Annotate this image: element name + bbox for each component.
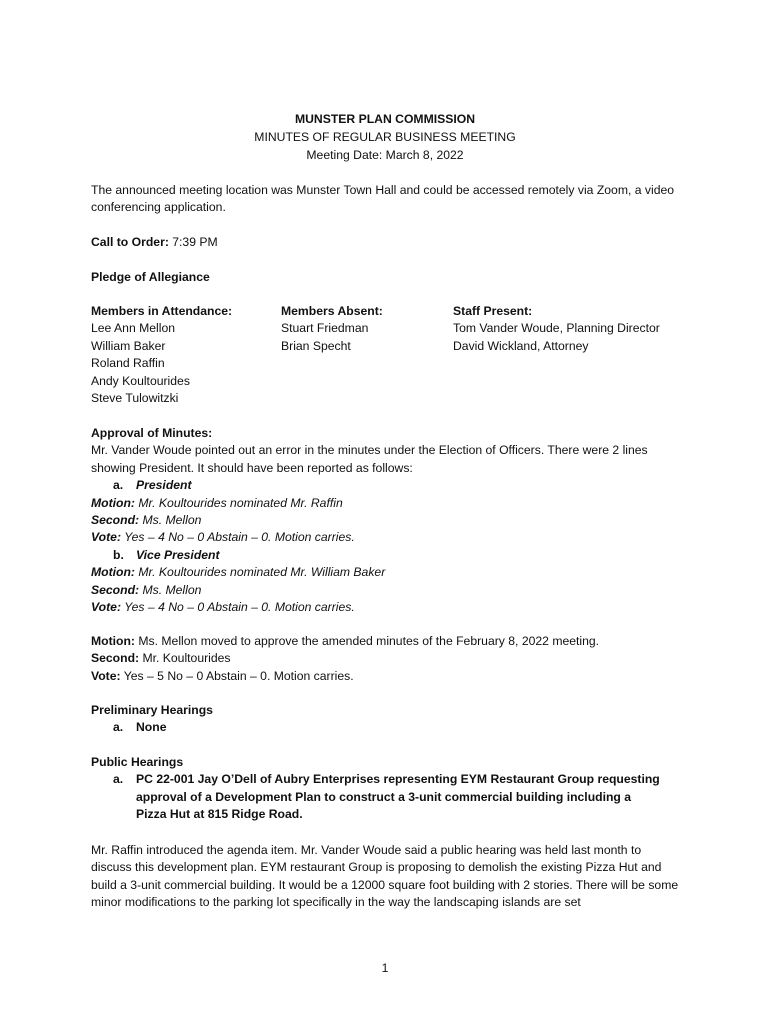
members-absent-column <box>281 303 383 355</box>
member-name: Lee Ann Mellon <box>91 321 176 336</box>
discussion-paragraph: Mr. Raffin introduced the agenda item. Mr. Vander Woude said a public hearing was held last month to discuss this development plan. EYM restaurant Group is proposing to demolish the existing Pizza Hut and build a 3-unit commercial building. It would be a 12000 square foot building with 2 stories. There will be some minor modifications to the parking lot specifically in the way the landscaping islands are set <box>91 843 679 910</box>
intro-paragraph: The announced meeting location was Munster Town Hall and could be accessed remotely via Zoom, a video conferencing application. <box>91 183 675 215</box>
list-label: b. <box>113 547 124 562</box>
second-text: Ms. Mellon <box>139 513 202 528</box>
public-hearings-heading: Public Hearings <box>91 755 184 769</box>
second-label: Second: <box>91 513 140 528</box>
motion-line <box>91 495 666 512</box>
vote-label: Vote: <box>91 668 121 683</box>
vote-label: Vote: <box>91 530 122 545</box>
preliminary-hearings-section <box>91 702 681 737</box>
approval-section <box>91 425 666 616</box>
motion-label: Motion: <box>91 565 135 580</box>
motion-label: Motion: <box>91 495 135 510</box>
staff-present-heading: Staff Present: <box>453 304 533 318</box>
minutes-subtitle: MINUTES OF REGULAR BUSINESS MEETING <box>254 130 516 144</box>
members-present-heading: Members in Attendance: <box>91 304 233 318</box>
member-name: William Baker <box>91 338 166 353</box>
item-title: President <box>136 478 192 493</box>
members-absent-heading: Members Absent: <box>281 304 383 318</box>
call-to-order-label: Call to Order: <box>91 235 169 249</box>
absent-member-name: Brian Specht <box>281 338 351 353</box>
commission-title: MUNSTER PLAN COMMISSION <box>294 112 476 126</box>
vote-text: Yes – 5 No – 0 Abstain – 0. Motion carries. <box>120 668 354 683</box>
approval-heading: Approval of Minutes: <box>91 426 213 440</box>
motion-line <box>91 564 666 581</box>
item-text: PC 22-001 Jay O’Dell of Aubry Enterprises representing EYM Restaurant Group requesting approval of a Development Plan to construct a 3-unit commercial building including a Pizza Hut at 815 Ridge Road. <box>136 772 660 822</box>
approve-minutes-motion <box>91 633 691 685</box>
members-present-column <box>91 303 232 407</box>
vote-text: Yes – 4 No – 0 Abstain – 0. Motion carries. <box>121 600 355 615</box>
second-line <box>91 582 666 599</box>
page-number: 1 <box>381 961 389 975</box>
motion-text: Mr. Koultourides nominated Mr. William Baker <box>135 565 386 580</box>
second-text: Ms. Mellon <box>139 582 202 597</box>
list-label: a. <box>113 772 124 787</box>
second-label: Second: <box>91 582 140 597</box>
motion-text: Ms. Mellon moved to approve the amended minutes of the February 8, 2022 meeting. <box>135 634 600 648</box>
staff-name: Tom Vander Woude, Planning Director <box>453 321 660 336</box>
public-hearing-item <box>91 771 681 823</box>
list-label: a. <box>113 478 124 493</box>
approval-item-vice-president <box>91 547 666 564</box>
absent-member-name: Stuart Friedman <box>281 321 369 336</box>
call-to-order <box>91 234 681 251</box>
pledge-heading: Pledge of Allegiance <box>91 270 210 284</box>
vote-text: Yes – 4 No – 0 Abstain – 0. Motion carries. <box>121 530 355 545</box>
call-to-order-time: 7:39 PM <box>168 235 218 249</box>
second-text: Mr. Koultourides <box>139 651 231 666</box>
second-line <box>91 512 666 529</box>
vote-label: Vote: <box>91 600 122 615</box>
motion-text: Mr. Koultourides nominated Mr. Raffin <box>135 495 343 510</box>
approval-item-president <box>91 477 666 494</box>
second-line <box>91 650 691 667</box>
member-name: Andy Koultourides <box>91 373 190 388</box>
vote-line <box>91 599 666 616</box>
public-hearings-section <box>91 754 681 824</box>
staff-present-column <box>453 303 660 355</box>
staff-name: David Wickland, Attorney <box>453 338 589 353</box>
list-label: a. <box>113 720 124 735</box>
vote-line <box>91 529 666 546</box>
motion-label: Motion: <box>91 634 135 648</box>
preliminary-item <box>91 719 681 736</box>
item-title: Vice President <box>136 547 220 562</box>
item-text: None <box>136 720 167 735</box>
member-name: Steve Tulowitzki <box>91 391 179 406</box>
vote-line <box>91 668 691 685</box>
member-name: Roland Raffin <box>91 356 165 371</box>
motion-line <box>91 633 691 650</box>
second-label: Second: <box>91 651 140 666</box>
attendance-section <box>91 303 691 413</box>
preliminary-heading: Preliminary Hearings <box>91 703 213 717</box>
meeting-date: Meeting Date: March 8, 2022 <box>306 148 464 162</box>
approval-text: Mr. Vander Woude pointed out an error in the minutes under the Election of Officers. There were 2 lines showing President. It should have been reported as follows: <box>91 443 648 475</box>
